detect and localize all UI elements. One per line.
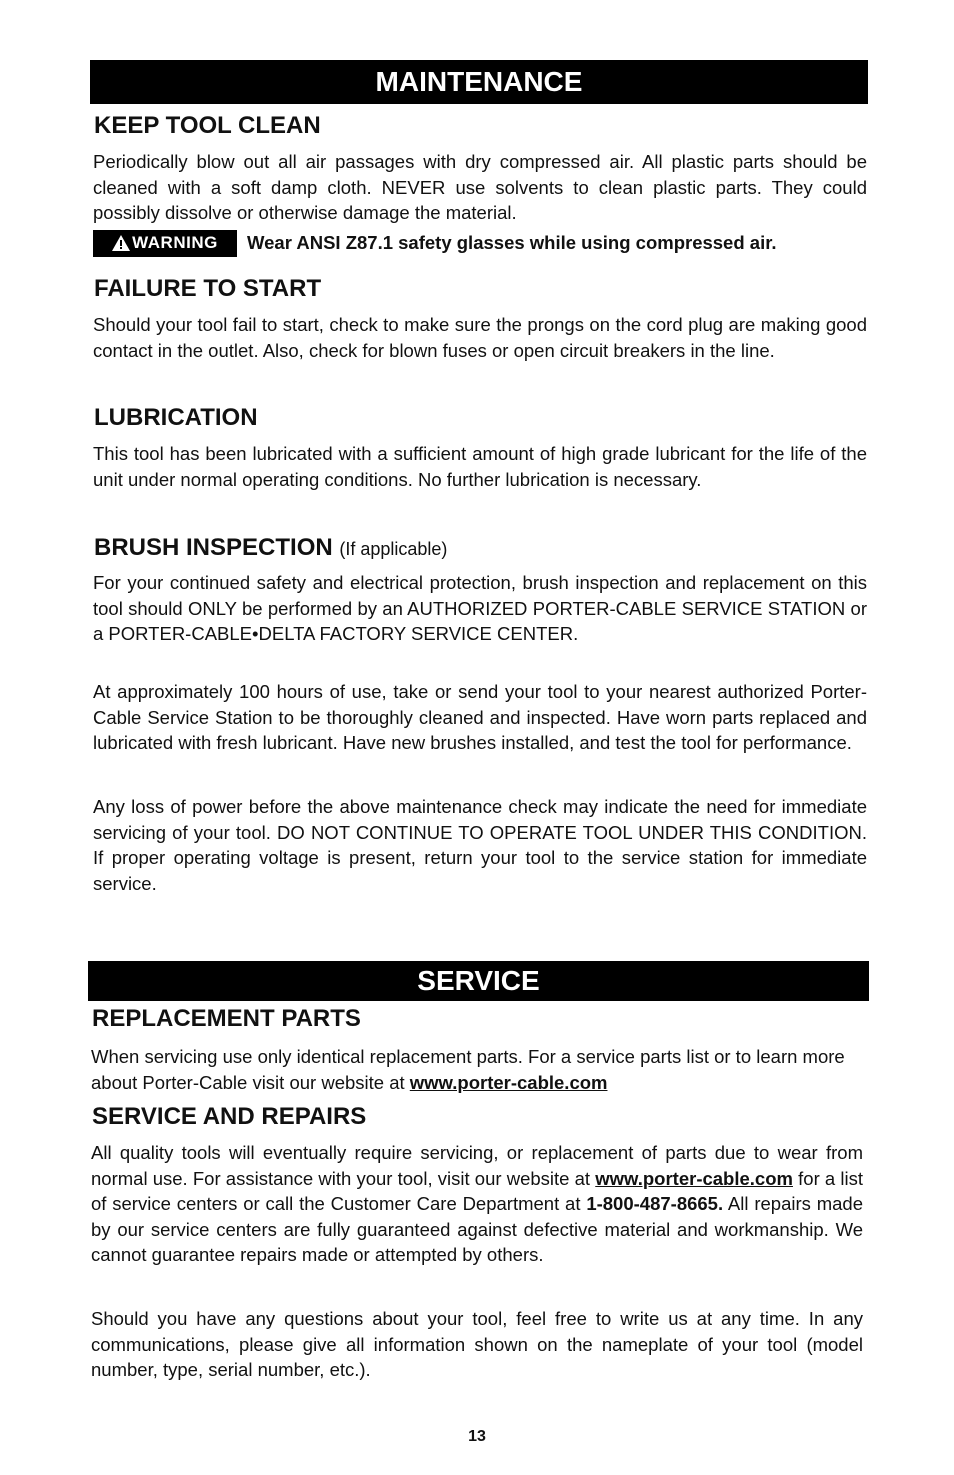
service-repairs-body-2: for a list of service centers or call the Customer Care Department at bbox=[91, 1167, 863, 1214]
keep-tool-clean-heading: KEEP TOOL CLEAN bbox=[94, 112, 321, 139]
failure-to-start-text: Should your tool fail to start, check to make sure the prongs on the cord plug are making good contact in the outlet. Also, check for blown fuses or open circuit breakers in the line. bbox=[93, 314, 867, 361]
maintenance-header: MAINTENANCE bbox=[90, 60, 868, 104]
keep-tool-clean-text: Periodically blow out all air passages with dry compressed air. All plastic parts should be cleaned with a soft damp cloth. NEVER use solvents to clean plastic parts. They could possibly dissolve or otherwise damage the material. bbox=[93, 151, 867, 223]
lubrication-heading: LUBRICATION bbox=[94, 404, 258, 431]
porter-cable-website-link[interactable]: www.porter-cable.com bbox=[409, 1071, 608, 1093]
brush-inspection-paragraph-2: At approximately 100 hours of use, take or send your tool to your nearest authorized Porter-Cable Service Station to be thoroughly cleaned and inspected. Have worn parts replaced and lubricated with fresh lubricant. Have new brushes installed, and test the tool for performance. bbox=[93, 681, 867, 753]
warning-text: Wear ANSI Z87.1 safety glasses while using compressed air. bbox=[247, 232, 777, 253]
brush-inspection-paragraph-3: Any loss of power before the above maintenance check may indicate the need for immediate servicing of your tool. DO NOT CONTINUE TO OPERATE TOOL UNDER THIS CONDITION. If proper operating voltage is present, return your tool to the service station for immediate service. bbox=[93, 796, 867, 894]
warning-badge bbox=[93, 230, 237, 257]
failure-to-start-heading: FAILURE TO START bbox=[94, 275, 322, 302]
brush-inspection-paragraph-1: For your continued safety and electrical protection, brush inspection and replacement on this tool should ONLY be performed by an AUTHORIZED PORTER-CABLE SERVICE STATION or a PORTER-CABLE•DELTA FACTORY SERVICE CENTER. bbox=[93, 572, 867, 644]
service-header: SERVICE bbox=[88, 961, 869, 1001]
customer-care-phone: 1-800-487-8665. bbox=[586, 1193, 724, 1214]
page-number: 13 bbox=[468, 1428, 486, 1445]
porter-cable-website-link-2[interactable]: www.porter-cable.com bbox=[595, 1167, 793, 1189]
replacement-parts-body: When servicing use only identical replacement parts. For a service parts list or to learn more about Porter-Cable visit our website at bbox=[91, 1046, 845, 1093]
service-and-repairs-text bbox=[91, 1140, 863, 1268]
warning-triangle-icon bbox=[112, 235, 130, 251]
lubrication-text: This tool has been lubricated with a sufficient amount of high grade lubricant for the life of the unit under normal operating conditions. No further lubrication is necessary. bbox=[93, 443, 867, 490]
service-and-repairs-heading: SERVICE AND REPAIRS bbox=[92, 1103, 367, 1130]
service-repairs-body-3: All repairs made by our service centers are fully guaranteed against defective material and workmanship. We cannot guarantee repairs made or attempted by others. bbox=[91, 1193, 863, 1265]
replacement-parts-text bbox=[91, 1044, 863, 1095]
brush-inspection-title: BRUSH INSPECTION bbox=[94, 534, 333, 561]
brush-inspection-note: (If applicable) bbox=[339, 539, 448, 559]
service-contact-paragraph: Should you have any questions about your tool, feel free to write us at any time. In any communications, please give all information shown on the nameplate of your tool (model number, type, serial number, etc.). bbox=[91, 1308, 863, 1380]
warning-label: WARNING bbox=[132, 233, 218, 252]
service-repairs-body-1: All quality tools will eventually require servicing, or replacement of parts due to wear from normal use. For assistance with your tool, visit our website at bbox=[91, 1142, 863, 1189]
replacement-parts-heading: REPLACEMENT PARTS bbox=[92, 1005, 361, 1032]
warning-notice bbox=[93, 229, 867, 257]
brush-inspection-heading bbox=[94, 534, 447, 562]
